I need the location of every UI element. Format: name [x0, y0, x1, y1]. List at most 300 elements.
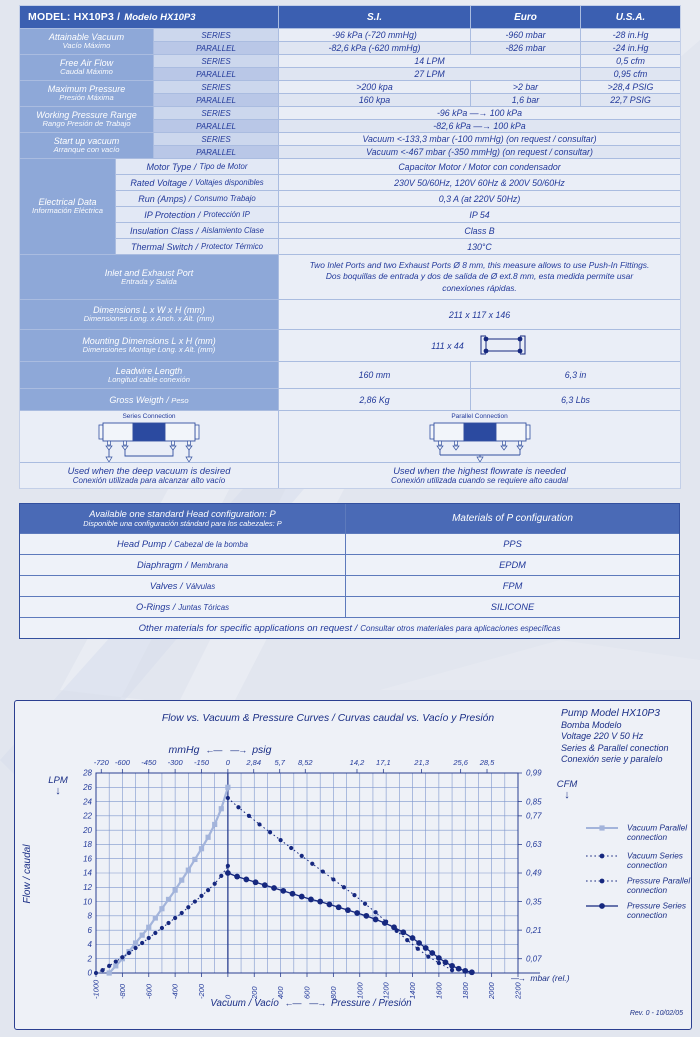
label-line: [109, 395, 188, 405]
y-left-tick-label: 20: [83, 825, 92, 835]
top-tick-label: 17,1: [376, 758, 391, 767]
square-marker: [205, 835, 210, 840]
text: Peso: [171, 395, 189, 405]
dot-marker: [147, 936, 151, 940]
chart-info-block: [561, 708, 669, 766]
square-marker: [153, 915, 158, 920]
top-tick-label: -450: [141, 758, 157, 767]
dot-marker: [180, 911, 184, 915]
label-en: Working Pressure Range: [36, 110, 137, 121]
dot-marker: [300, 854, 304, 858]
square-marker: [166, 897, 171, 902]
legend-label: Pressure Parallel: [627, 875, 691, 886]
dot-marker: [456, 966, 462, 972]
label-en: Electrical Data: [38, 197, 97, 208]
dot-marker: [336, 904, 342, 910]
text: 211 x 117 x 146: [448, 309, 511, 320]
dot-marker: [317, 899, 323, 905]
square-marker: [219, 806, 224, 811]
value-cell: -82,6 kPa —→ 100 kPa: [279, 120, 680, 132]
electrical-sublabel: [116, 239, 278, 254]
value-cell: Vacuum <-467 mbar (-350 mmHg) (on request / consultar): [279, 146, 680, 158]
y-right-tick-label: 0,07: [526, 954, 542, 964]
x-tick-label: 1200: [381, 982, 391, 999]
text: Protección IP: [203, 210, 250, 219]
y-left-tick-label: 18: [83, 840, 92, 850]
dot-marker: [410, 935, 416, 941]
legend-label: Pressure Series: [627, 900, 687, 911]
mmhg-unit-label: mmHg: [168, 744, 200, 756]
chart-info-line: Voltage 220 V 50 Hz: [561, 731, 644, 741]
dot-marker: [290, 891, 296, 897]
series-connection-schematic: [69, 421, 229, 462]
dot-marker: [423, 945, 429, 951]
material-row-value: SILICONE: [346, 597, 679, 617]
spec-table: [19, 5, 681, 489]
x-tick-label: -200: [197, 983, 206, 999]
dot-marker: [114, 959, 118, 963]
y-right-tick-label: 0,49: [526, 868, 542, 878]
psig-unit-label: psig: [252, 744, 272, 756]
dot-marker: [308, 897, 314, 903]
dot-marker: [107, 964, 111, 968]
electrical-sublabel: [116, 175, 278, 190]
electrical-sublabel: [116, 207, 278, 222]
dot-marker: [321, 869, 325, 873]
x-tick-label: 1800: [460, 982, 470, 999]
dot-marker: [310, 862, 314, 866]
label-es: Longitud cable conexión: [108, 374, 190, 384]
text: O-Rings /: [136, 602, 176, 612]
cfm-unit-label: CFM: [556, 779, 578, 790]
dot-marker: [462, 968, 468, 974]
text: Head Pump /: [117, 539, 172, 549]
value-cell-si: 160 mm: [279, 362, 470, 388]
value-line: Dos boquillas de entrada y dos de salida de Ø ext.8 mm, esta medida permite usar: [325, 271, 634, 282]
legend-label-line2: connection: [627, 885, 668, 895]
square-marker: [140, 933, 145, 938]
dot-marker: [166, 921, 170, 925]
text: MODEL: HX10P3 /: [28, 11, 121, 23]
label-en: Leadwire Length: [115, 365, 183, 376]
materials-header-left: [20, 504, 345, 533]
chart-info-line: Series & Parallel conection: [561, 742, 669, 753]
top-tick-label: 8,52: [297, 758, 313, 767]
square-marker: [113, 963, 118, 968]
dot-marker: [405, 938, 409, 942]
dot-marker: [127, 951, 131, 955]
electrical-data-label: [20, 159, 115, 254]
materials-header-left-es: Disponible una configuración stándard para los cabezales: P: [83, 518, 282, 528]
legend-label-line2: connection: [627, 860, 668, 870]
electrical-value: IP 54: [279, 207, 680, 222]
text: Motor Type /: [146, 161, 197, 172]
dot-marker: [279, 838, 283, 842]
inlet-exhaust-value: [279, 255, 680, 299]
y-left-tick-label: 22: [83, 811, 92, 821]
row-group-label: [20, 107, 153, 132]
right-arrow-icon: —→: [230, 745, 247, 755]
dot-marker: [429, 950, 435, 956]
legend-label-line2: connection: [627, 910, 668, 920]
x-tick-label: -400: [170, 983, 180, 999]
value-line: Two Inlet Ports and two Exhaust Ports Ø 8 mm, this measure allows to use Push-In Fittings.: [309, 259, 650, 270]
mode-cell: SERIES: [154, 81, 278, 93]
dot-marker: [268, 830, 272, 834]
top-tick-label: 2,84: [246, 758, 262, 767]
dot-marker: [186, 905, 190, 909]
value-cell: -28 in.Hg: [581, 29, 680, 41]
vacuum-side-label: Vacuum / Vacío: [210, 998, 279, 1009]
model-title: [20, 6, 278, 28]
y-left-tick-label: 10: [83, 897, 92, 907]
caption-es: Conexión utilizada para alcanzar alto vacío: [72, 476, 226, 486]
dot-marker: [257, 822, 261, 826]
dot-marker: [289, 846, 293, 850]
y-axis-title: Flow / caudal: [22, 844, 33, 904]
text: Membrana: [190, 560, 228, 570]
left-arrow-icon: ←—: [284, 998, 301, 1008]
parallel-connection-title: Parallel Connection: [451, 413, 508, 420]
top-tick-label: -600: [114, 758, 130, 767]
value-cell: 22,7 PSIG: [581, 94, 680, 106]
square-marker: [107, 970, 112, 975]
legend-item-vacuum-parallel: [586, 823, 688, 843]
y-left-tick-label: 24: [83, 797, 92, 807]
parallel-connection-caption: [279, 463, 680, 488]
square-marker: [192, 857, 197, 862]
dot-marker: [382, 920, 388, 926]
y-left-tick-label: 2: [87, 954, 92, 964]
y-left-tick-label: 6: [87, 925, 92, 935]
legend-label: Vacuum Series: [627, 850, 683, 861]
label-es: Entrada y Salida: [121, 276, 177, 286]
parallel-connection-diagram: [279, 411, 680, 462]
top-tick-label: -300: [167, 758, 183, 767]
dot-marker: [363, 902, 367, 906]
y-right-tick-label: 0,63: [526, 840, 542, 850]
value-cell: -96 kPa (-720 mmHg): [279, 29, 470, 41]
electrical-sublabel: [116, 191, 278, 206]
label-es: Arranque con vacío: [53, 145, 120, 155]
down-arrow-icon: ↓: [564, 789, 570, 801]
y-right-tick-label: 0,77: [526, 811, 542, 821]
top-tick-label: 28,5: [479, 758, 495, 767]
dot-marker: [373, 910, 377, 914]
series-pressure-series: [225, 870, 475, 975]
dot-marker: [94, 971, 98, 975]
axis-ticks-and-labels: [82, 758, 542, 1000]
label-en: Maximum Pressure: [47, 84, 126, 95]
material-row-value: PPS: [346, 534, 679, 554]
value-cell-us: 6,3 in: [471, 362, 680, 388]
dot-marker: [226, 864, 230, 868]
dot-marker: [173, 916, 177, 920]
x-tick-label: 1000: [355, 982, 365, 999]
right-arrow-icon: —→: [309, 998, 326, 1008]
text: Cabezal de la bomba: [174, 539, 248, 549]
text: Aislamiento Clase: [201, 226, 264, 235]
value-cell: [279, 300, 680, 329]
text: Protector Térmico: [201, 242, 263, 251]
electrical-sublabel: [116, 159, 278, 174]
lpm-unit-label: LPM: [48, 775, 68, 786]
mode-cell: PARALLEL: [154, 120, 278, 132]
square-marker: [225, 785, 230, 790]
dot-marker: [219, 874, 223, 878]
mounting-holes-diagram: [478, 335, 528, 357]
dot-marker: [416, 947, 420, 951]
electrical-value: 230V 50/60Hz, 120V 60Hz & 200V 50/60Hz: [279, 175, 680, 190]
dot-marker: [247, 814, 251, 818]
legend-label: Vacuum Parallel: [627, 822, 688, 833]
x-tick-label: -1000: [91, 979, 101, 999]
series-connection-diagram: [20, 411, 278, 462]
y-left-tick-label: 8: [87, 911, 92, 921]
square-marker: [212, 822, 217, 827]
y-right-tick-label: 0,85: [526, 797, 542, 807]
dot-marker: [193, 899, 197, 903]
value-cell: >28,4 PSIG: [581, 81, 680, 93]
label-en: Start up vacuum: [53, 136, 120, 147]
header-col: U.S.A.: [581, 6, 680, 28]
info-row-label: [20, 362, 278, 388]
top-tick-label: -720: [93, 758, 109, 767]
materials-header-right: Materials of P configuration: [346, 504, 679, 533]
row-group-label: [20, 29, 153, 54]
label-es: Información Eléctrica: [32, 206, 103, 216]
series-vacuum-parallel: [107, 785, 231, 976]
dot-marker: [342, 885, 346, 889]
value-cell: 1,6 bar: [471, 94, 580, 106]
dot-marker: [225, 870, 231, 876]
material-row-label: [20, 534, 345, 554]
dot-marker: [345, 907, 351, 913]
label-es: Caudal Máximo: [60, 67, 113, 77]
y-left-tick-label: 12: [83, 882, 92, 892]
material-row-label: [20, 576, 345, 596]
dot-marker: [449, 963, 455, 969]
y-left-tick-label: 28: [83, 768, 92, 778]
y-left-tick-label: 16: [83, 854, 92, 864]
text: Válvulas: [185, 581, 216, 591]
dot-marker: [373, 917, 379, 923]
y-left-tick-label: 26: [83, 782, 92, 792]
x-tick-label: -800: [117, 983, 127, 999]
left-arrow-icon: ←—: [205, 745, 222, 755]
electrical-value: Class B: [279, 223, 680, 238]
text: Tipo de Motor: [199, 162, 248, 171]
chart-info-line: Conexión serie y paralelo: [561, 754, 663, 764]
legend-item-pressure-parallel: [586, 876, 691, 896]
text: Voltajes disponibles: [195, 178, 264, 187]
y-right-tick-label: 0,99: [526, 768, 542, 778]
dot-marker: [416, 940, 422, 946]
mode-cell: PARALLEL: [154, 94, 278, 106]
top-tick-label: 5,7: [274, 758, 285, 767]
text: Insulation Class /: [130, 225, 199, 236]
y-right-tick-label: 0,35: [526, 897, 542, 907]
materials-footer: [20, 618, 679, 638]
dot-marker: [160, 926, 164, 930]
label-en: Attainable Vacuum: [48, 32, 125, 43]
text: Diaphragm /: [137, 560, 188, 570]
chart-legend: [586, 823, 691, 921]
series-connection-caption: [20, 463, 278, 488]
mode-cell: SERIES: [154, 29, 278, 41]
square-marker: [146, 925, 151, 930]
x-tick-label: 200: [249, 986, 259, 999]
value-cell: 0,95 cfm: [581, 68, 680, 80]
caption-es: Conexión utilizada cuando se requiere alto caudal: [390, 476, 568, 486]
material-row-label: [20, 597, 345, 617]
x-tick-label: 1600: [434, 982, 444, 999]
x-tick-label: -600: [144, 983, 154, 999]
materials-footer-es: Consultar otros materiales para aplicaciones específicas: [360, 623, 561, 633]
caption-en: Used when the deep vacuum is desired: [67, 465, 231, 476]
dot-marker: [271, 885, 277, 891]
square-marker: [159, 906, 164, 911]
pressure-side-label: Pressure / Presión: [331, 998, 412, 1009]
square-marker: [179, 878, 184, 883]
dot-marker: [280, 888, 286, 894]
text: 111 x 44: [431, 340, 464, 351]
dot-marker: [243, 877, 249, 883]
value-cell: -24 in.Hg: [581, 42, 680, 54]
material-row-label: [20, 555, 345, 575]
chart-grid: [96, 773, 518, 973]
row-group-label: [20, 133, 153, 158]
label-en: Free Air Flow: [59, 58, 114, 69]
value-cell: -82,6 kPa (-620 mmHg): [279, 42, 470, 54]
label-es: Presión Máxima: [59, 93, 114, 103]
value-cell: >200 kpa: [279, 81, 470, 93]
label-es: Dimensiones Long. x Anch. x Alt. (mm): [83, 314, 215, 324]
dot-marker: [363, 913, 369, 919]
value-cell: -960 mbar: [471, 29, 580, 41]
materials-header-left-en: Available one standard Head configuration: P: [89, 509, 276, 520]
square-marker: [133, 940, 138, 945]
materials-table: [19, 503, 680, 639]
x-tick-label: 800: [328, 986, 338, 999]
label-es: Vacío Máximo: [62, 41, 111, 51]
dot-marker: [354, 910, 360, 916]
square-marker: [199, 846, 204, 851]
legend-item-pressure-series: [586, 901, 686, 921]
mode-cell: SERIES: [154, 133, 278, 145]
mode-cell: PARALLEL: [154, 42, 278, 54]
value-cell: 27 LPM: [279, 68, 580, 80]
dot-marker: [443, 959, 449, 965]
label-es: Rango Presión de Trabajo: [42, 119, 131, 129]
row-group-label: [20, 55, 153, 80]
top-tick-label: 0: [225, 758, 230, 767]
square-marker: [186, 868, 191, 873]
text: Valves /: [149, 581, 183, 591]
series-connection-title: Series Connection: [122, 413, 176, 420]
label-es: Dimensiones Montaje Long. x Alt. (mm): [82, 345, 216, 355]
x-tick-label: 1400: [408, 982, 417, 999]
electrical-value: 130°C: [279, 239, 680, 254]
caption-en: Used when the highest flowrate is needed: [393, 465, 566, 476]
dot-marker: [253, 879, 259, 885]
x-tick-label: 600: [302, 986, 312, 999]
dot-marker: [400, 929, 406, 935]
electrical-value: 0,3 A (at 220V 50Hz): [279, 191, 680, 206]
down-arrow-icon: ↓: [55, 785, 61, 797]
text: Rated Voltage /: [130, 177, 193, 188]
dot-marker: [262, 882, 268, 888]
value-cell: -826 mbar: [471, 42, 580, 54]
text: Modelo HX10P3: [124, 11, 196, 23]
y-left-tick-label: 4: [87, 940, 92, 950]
cfm-axis-unit: [547, 779, 587, 801]
header-col: S.I.: [279, 6, 470, 28]
dot-marker: [153, 931, 157, 935]
dot-marker: [426, 954, 430, 958]
chart-info-line: Pump Model HX10P3: [561, 708, 661, 719]
text: IP Protection /: [144, 209, 201, 220]
parallel-connection-schematic: [400, 421, 560, 462]
dot-marker: [226, 796, 230, 800]
right-arrow-icon: —→: [511, 974, 525, 983]
text: Thermal Switch /: [131, 241, 199, 252]
dot-marker: [140, 941, 144, 945]
x-tick-label: 2200: [513, 982, 523, 999]
dot-marker: [436, 955, 442, 961]
x-axis-title: [511, 973, 570, 983]
info-row-label: [20, 300, 278, 329]
legend-label-line2: connection: [627, 832, 668, 842]
y-left-tick-label: 14: [83, 868, 92, 878]
label-en: Mounting Dimensions L x H (mm): [82, 336, 216, 347]
dot-marker: [391, 924, 397, 930]
chart-info-line: Bomba Modelo: [561, 719, 622, 730]
info-row-label: [20, 389, 278, 410]
info-row-label: [20, 255, 278, 299]
value-cell: [279, 330, 680, 361]
value-cell: >2 bar: [471, 81, 580, 93]
x-tick-label: 400: [276, 986, 286, 999]
electrical-value: Capacitor Motor / Motor con condensador: [279, 159, 680, 174]
dot-marker: [437, 961, 441, 965]
value-cell: -96 kPa —→ 100 kPa: [279, 107, 680, 119]
mode-cell: SERIES: [154, 107, 278, 119]
legend-item-vacuum-series: [586, 851, 683, 871]
chart-title: Flow vs. Vacuum & Pressure Curves / Curvas caudal vs. Vacío y Presión: [161, 713, 495, 724]
label-en: Dimensions L x W x H (mm): [93, 305, 205, 316]
dot-marker: [120, 955, 124, 959]
mbar-unit-label: mbar (rel.): [530, 973, 570, 983]
dot-marker: [331, 877, 335, 881]
top-tick-label: -150: [193, 758, 210, 767]
mode-cell: PARALLEL: [154, 146, 278, 158]
material-row-value: FPM: [346, 576, 679, 596]
text: Run (Amps) /: [138, 193, 192, 204]
electrical-sublabel: [116, 223, 278, 238]
dot-marker: [213, 882, 217, 886]
value-cell: 14 LPM: [279, 55, 580, 67]
value-cell: Vacuum <-133,3 mbar (-100 mmHg) (on request / consultar): [279, 133, 680, 145]
info-row-label: [20, 330, 278, 361]
value-cell: 0,5 cfm: [581, 55, 680, 67]
row-group-label: [20, 81, 153, 106]
chart-panel: [14, 700, 692, 1030]
dot-marker: [100, 968, 104, 972]
material-row-value: EPDM: [346, 555, 679, 575]
top-tick-label: 14,2: [349, 758, 365, 767]
dot-marker: [469, 969, 475, 975]
